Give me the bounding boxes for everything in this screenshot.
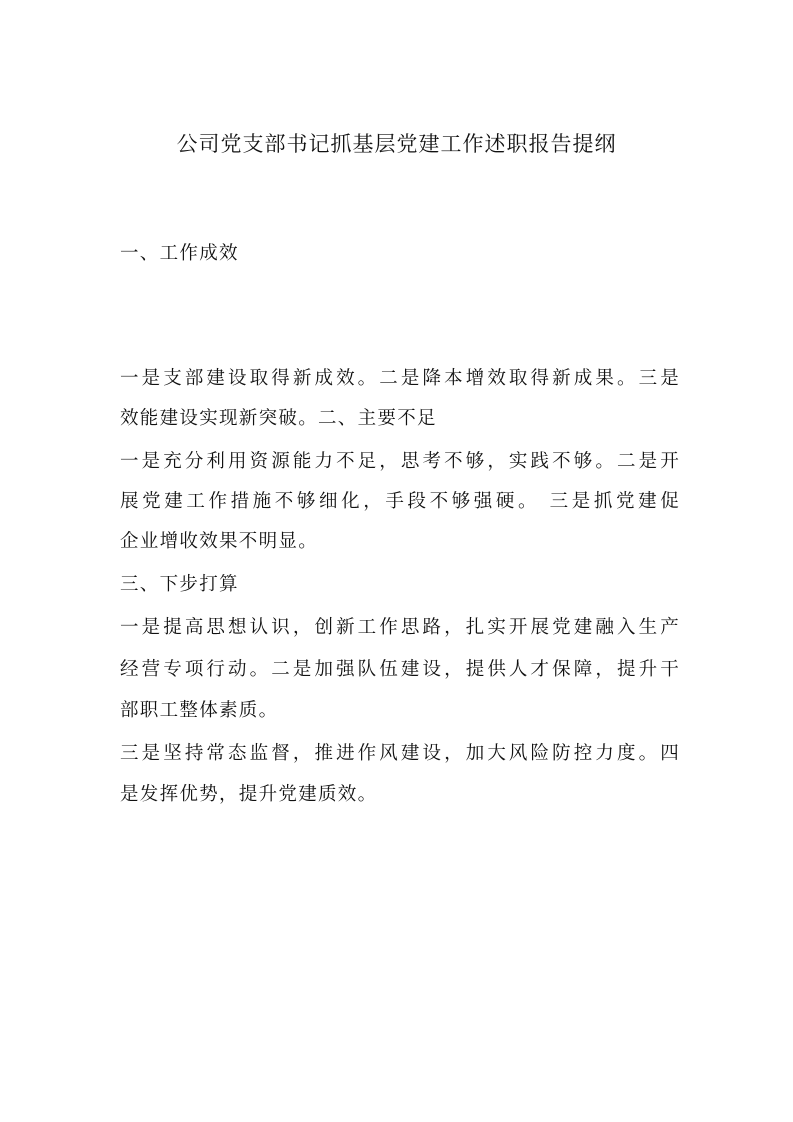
body-line: 企业增收效果不明显。 <box>120 531 319 552</box>
body-line: 是发挥优势，提升党建质效。 <box>120 784 378 805</box>
body-line: 一是提高思想认识，创新工作思路，扎实开展党建融入生产 <box>120 617 680 638</box>
body-line: 效能建设实现新突破。二、主要不足 <box>120 408 437 429</box>
body-line: 部职工整体素质。 <box>120 700 279 721</box>
section-heading-next-steps: 三、下步打算 <box>120 574 239 595</box>
section-heading-achievements: 一、工作成效 <box>120 243 239 264</box>
document-title: 公司党支部书记抓基层党建工作述职报告提纲 <box>176 132 617 156</box>
body-line: 三是坚持常态监督，推进作风建设，加大风险防控力度。四 <box>120 743 680 764</box>
body-line: 一是支部建设取得新成效。二是降本增效取得新成果。三是 <box>120 368 680 389</box>
body-line: 经营专项行动。二是加强队伍建设，提供人才保障，提升干 <box>120 659 680 680</box>
body-line: 一是充分利用资源能力不足，思考不够，实践不够。二是开 <box>120 451 680 472</box>
body-line: 展党建工作措施不够细化，手段不够强硬。 三是抓党建促 <box>120 491 680 512</box>
